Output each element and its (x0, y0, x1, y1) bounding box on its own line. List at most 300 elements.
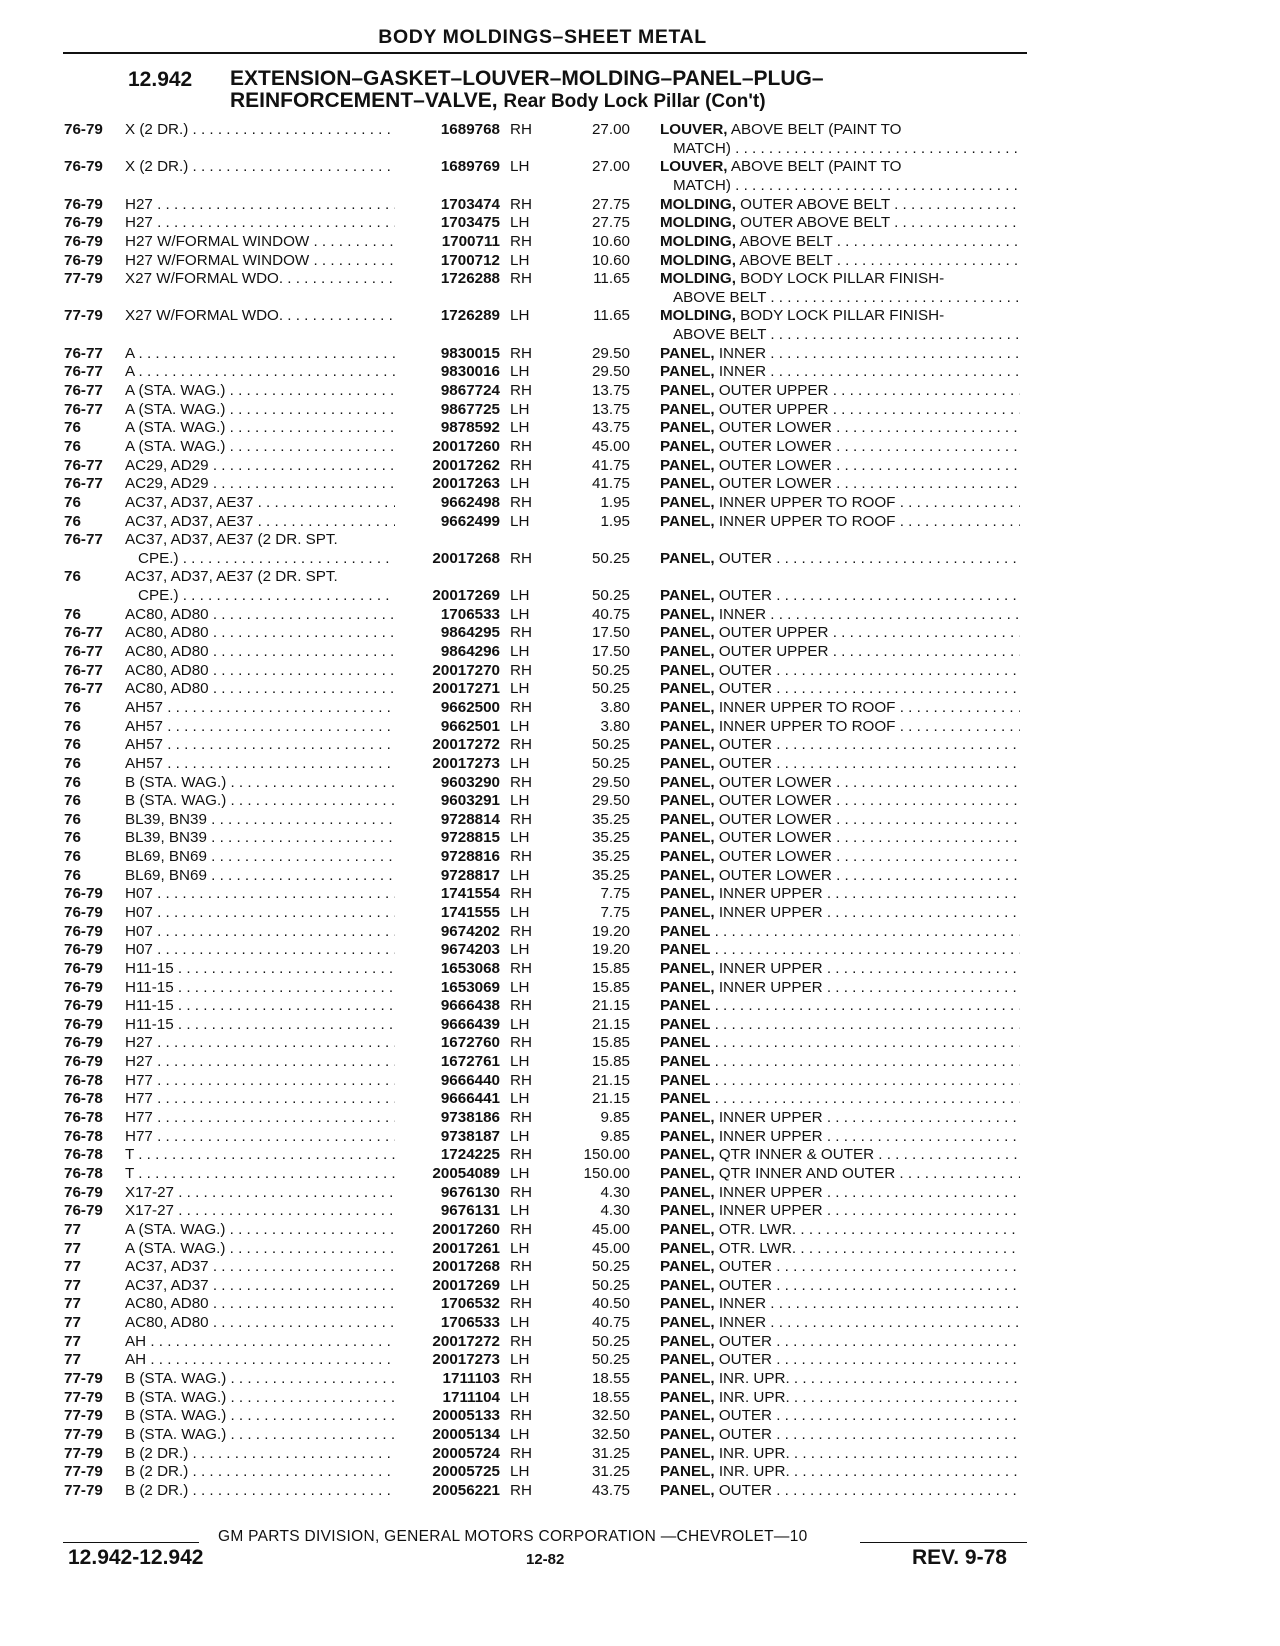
row-price: 31.25 (591, 1444, 630, 1462)
row-year: 76 (64, 810, 81, 828)
row-part-number: 9662501 (440, 717, 500, 735)
row-description-keyword: PANEL, (660, 1127, 715, 1145)
table-row (0, 1426, 1280, 1445)
row-description (660, 1407, 1020, 1426)
row-model: AC37, AD37, AE37 (2 DR. SPT. (125, 568, 338, 586)
row-description (660, 867, 1020, 886)
row-side: RH (510, 810, 532, 828)
row-description-text: OUTER ABOVE BELT (740, 214, 890, 232)
row-model: AC37, AD37 . . . (125, 1258, 395, 1277)
row-side: LH (510, 605, 530, 623)
row-year: 76-79 (64, 1034, 103, 1052)
row-year: 76-79 (64, 1202, 103, 1220)
table-row (0, 736, 1280, 755)
row-description (660, 1333, 1020, 1352)
row-model: B (2 DR.) . . . (125, 1482, 395, 1501)
row-year: 76-79 (64, 941, 103, 959)
row-year: 76 (64, 493, 81, 511)
row-description (660, 307, 1020, 326)
row-year: 76-77 (64, 661, 103, 679)
row-year: 76-78 (64, 1127, 103, 1145)
table-row (0, 1146, 1280, 1165)
row-model: H27 W/FORMAL WINDOW . . . (125, 233, 395, 252)
row-description-text: OUTER (718, 1351, 772, 1369)
table-row (0, 941, 1280, 960)
table-row (0, 382, 1280, 401)
row-year: 76-79 (64, 121, 103, 138)
row-description-text: OUTER LOWER (718, 475, 832, 493)
row-description (660, 1184, 1020, 1203)
row-year: 76 (64, 754, 81, 772)
row-description (660, 736, 1020, 755)
row-part-number: 9738187 (440, 1127, 500, 1145)
row-part-number: 9662499 (440, 512, 500, 530)
row-price: 29.50 (591, 363, 630, 381)
row-year: 77-79 (64, 1425, 103, 1443)
table-row (0, 1482, 1280, 1501)
row-description-text: OUTER (718, 1481, 772, 1499)
row-side: RH (510, 922, 532, 940)
row-description (660, 718, 1020, 737)
row-description-text: INNER (718, 363, 767, 381)
row-description-continued: MATCH) . . . (673, 140, 1020, 159)
row-description-keyword: PANEL, (660, 1164, 715, 1182)
row-year: 76-79 (64, 1183, 103, 1201)
table-row (0, 960, 1280, 979)
row-year: 76 (64, 829, 81, 847)
row-year: 76-77 (64, 400, 103, 418)
row-description-text: ABOVE BELT (PAINT TO (730, 121, 902, 138)
row-model: H77 . . . (125, 1090, 395, 1109)
row-description-keyword: PANEL, (660, 885, 715, 903)
row-description-text: INNER UPPER (718, 904, 823, 921)
row-description-keyword: LOUVER, (660, 158, 728, 176)
row-description-text: OUTER (718, 1407, 772, 1425)
row-description-keyword: PANEL, (660, 1370, 715, 1388)
row-side: RH (510, 885, 532, 903)
row-model: B (STA. WAG.) . . . (125, 1389, 395, 1408)
row-description-text: INNER (718, 605, 767, 623)
row-description-text: OUTER LOWER (718, 810, 832, 828)
row-model: T . . . (125, 1146, 395, 1165)
row-description-keyword: PANEL, (660, 829, 715, 847)
row-side: LH (510, 475, 530, 493)
row-description (660, 587, 1020, 606)
row-description-text: INNER UPPER TO ROOF (718, 698, 896, 716)
row-description-text: OUTER (718, 1276, 772, 1294)
row-description-text: QTR INNER & OUTER (718, 1146, 875, 1164)
row-side: RH (510, 1370, 532, 1388)
row-price: 3.80 (600, 717, 630, 735)
row-description (660, 904, 1020, 923)
row-price: 41.75 (591, 456, 630, 474)
row-year: 76 (64, 792, 81, 810)
row-description-text: INR. UPR. (718, 1463, 790, 1481)
row-price: 31.25 (591, 1463, 630, 1481)
row-part-number: 20017263 (432, 475, 500, 493)
section-title (230, 68, 824, 113)
row-side: RH (510, 1444, 532, 1462)
row-description (660, 457, 1020, 476)
table-row (0, 811, 1280, 830)
table-row (0, 643, 1280, 662)
row-description-text: INNER UPPER (718, 978, 823, 996)
row-description-keyword: PANEL, (660, 1276, 715, 1294)
row-year: 76-79 (64, 1015, 103, 1033)
row-part-number: 9728814 (440, 810, 500, 828)
row-description-keyword: MOLDING, (660, 270, 736, 288)
row-price: 15.85 (591, 978, 630, 996)
row-description-continued: MATCH) . . . (673, 177, 1020, 196)
row-side: LH (510, 251, 530, 269)
row-description (660, 363, 1020, 382)
row-model: AC37, AD37 . . . (125, 1277, 395, 1296)
row-description-text: ABOVE BELT (PAINT TO (730, 158, 902, 176)
row-description (660, 979, 1020, 998)
row-part-number: 1672760 (440, 1034, 500, 1052)
table-row (0, 233, 1280, 252)
row-description-text: OUTER (718, 1332, 772, 1350)
row-side: LH (510, 1164, 530, 1182)
row-year: 76-77 (64, 382, 103, 400)
row-model: H11-15 . . . (125, 979, 395, 998)
row-year: 76-79 (64, 232, 103, 250)
row-part-number: 9830016 (440, 363, 500, 381)
row-model: B (STA. WAG.) . . . (125, 1370, 395, 1389)
footer-rule-left (63, 1542, 199, 1543)
row-side: RH (510, 624, 532, 642)
parts-table (0, 121, 1280, 1501)
row-side: LH (510, 1314, 530, 1332)
row-year: 76-78 (64, 1146, 103, 1164)
row-part-number: 20017269 (432, 1276, 500, 1294)
table-row (0, 755, 1280, 774)
row-part-number: 9878592 (440, 419, 500, 437)
row-year: 76-79 (64, 195, 103, 213)
row-price: 9.85 (600, 1109, 630, 1127)
row-price: 4.30 (600, 1183, 630, 1201)
row-part-number: 20017261 (432, 1239, 500, 1257)
row-model: AC80, AD80 . . . (125, 624, 395, 643)
row-description (660, 662, 1020, 681)
row-description-keyword: PANEL, (660, 1220, 715, 1238)
row-side: LH (510, 1425, 530, 1443)
row-price: 3.80 (600, 698, 630, 716)
table-row (0, 923, 1280, 942)
row-description (660, 1072, 1020, 1091)
row-description (660, 1295, 1020, 1314)
row-year: 76-79 (64, 158, 103, 176)
row-model: AC37, AD37, AE37 (2 DR. SPT. (125, 531, 338, 549)
row-description-text: OUTER UPPER (718, 624, 829, 642)
row-side: RH (510, 493, 532, 511)
row-description-text: OUTER (718, 1425, 772, 1443)
row-description (660, 550, 1020, 569)
row-description-keyword: PANEL, (660, 1183, 715, 1201)
table-row (0, 1295, 1280, 1314)
row-model: AC80, AD80 . . . (125, 1295, 395, 1314)
row-description-keyword: PANEL, (660, 904, 715, 921)
row-model: H07 . . . (125, 885, 395, 904)
row-description (660, 382, 1020, 401)
row-description-text: OUTER UPPER (718, 400, 829, 418)
row-description (660, 643, 1020, 662)
table-row (0, 1109, 1280, 1128)
row-side: RH (510, 437, 532, 455)
row-side: LH (510, 419, 530, 437)
row-part-number: 1741554 (440, 885, 500, 903)
row-description-keyword: PANEL, (660, 493, 715, 511)
row-side: LH (510, 1463, 530, 1481)
table-row (0, 1277, 1280, 1296)
row-part-number: 1653068 (440, 959, 500, 977)
row-model: BL69, BN69 . . . (125, 848, 395, 867)
row-price: 41.75 (591, 475, 630, 493)
row-part-number: 9666439 (440, 1015, 500, 1033)
table-row (0, 1314, 1280, 1333)
table-row (0, 1128, 1280, 1147)
row-model: AC80, AD80 . . . (125, 662, 395, 681)
table-row (0, 979, 1280, 998)
row-description-keyword: PANEL, (660, 866, 715, 884)
table-row (0, 606, 1280, 625)
row-description (660, 624, 1020, 643)
row-side: RH (510, 456, 532, 474)
row-description-text: OUTER ABOVE BELT (740, 195, 890, 213)
row-model: AC80, AD80 . . . (125, 643, 395, 662)
row-price: 35.25 (591, 866, 630, 884)
section-title-line2 (230, 90, 824, 113)
row-part-number: 20054089 (432, 1164, 500, 1182)
row-description (660, 252, 1020, 271)
row-part-number: 9676131 (440, 1202, 500, 1220)
row-description (660, 1445, 1020, 1464)
row-side: LH (510, 400, 530, 418)
row-description-keyword: PANEL, (660, 1388, 715, 1406)
row-side: LH (510, 1053, 530, 1071)
row-part-number: 1706533 (440, 605, 500, 623)
row-description-keyword: PANEL, (660, 698, 715, 716)
row-description (660, 121, 1020, 140)
row-description (660, 606, 1020, 625)
row-description-text: OUTER LOWER (718, 419, 832, 437)
row-description (660, 1482, 1020, 1501)
row-description-keyword: PANEL, (660, 400, 715, 418)
row-description-keyword: PANEL, (660, 661, 715, 679)
row-description (660, 401, 1020, 420)
row-year: 76-77 (64, 643, 103, 661)
row-description-keyword: PANEL (660, 1015, 711, 1033)
row-part-number: 1726288 (440, 270, 500, 288)
row-description-text: OUTER (718, 661, 772, 679)
row-description (660, 513, 1020, 532)
row-price: 21.15 (591, 1090, 630, 1108)
row-description-text: INNER UPPER TO ROOF (718, 512, 896, 530)
row-part-number: 1703475 (440, 214, 500, 232)
row-price: 32.50 (591, 1407, 630, 1425)
footer-page-number: 12-82 (526, 1551, 565, 1568)
row-part-number: 1711103 (442, 1370, 500, 1388)
row-part-number: 1706532 (440, 1295, 500, 1313)
row-model: X27 W/FORMAL WDO. . . . (125, 270, 395, 289)
row-price: 50.25 (591, 1332, 630, 1350)
table-row (0, 270, 1280, 307)
row-description-text: INNER UPPER (718, 885, 823, 903)
row-year: 77-79 (64, 1444, 103, 1462)
row-model: A (STA. WAG.) . . . (125, 1240, 395, 1259)
row-description-text: OTR. LWR. (718, 1220, 797, 1238)
row-year: 76-78 (64, 1071, 103, 1089)
table-row (0, 568, 1280, 605)
row-year: 77 (64, 1239, 81, 1257)
section-title-line1: EXTENSION–GASKET–LOUVER–MOLDING–PANEL–PLUG– (230, 67, 824, 90)
table-row (0, 457, 1280, 476)
row-description-keyword: PANEL, (660, 344, 715, 362)
row-side: LH (510, 1202, 530, 1220)
page-header-title: BODY MOLDINGS–SHEET METAL (378, 26, 707, 48)
row-side: RH (510, 121, 532, 138)
row-year: 76-78 (64, 1090, 103, 1108)
row-price: 27.75 (591, 195, 630, 213)
row-model: H77 . . . (125, 1109, 395, 1128)
row-description-keyword: PANEL, (660, 475, 715, 493)
table-row (0, 904, 1280, 923)
row-description-keyword: PANEL, (660, 382, 715, 400)
row-side: LH (510, 214, 530, 232)
row-description-keyword: MOLDING, (660, 251, 736, 269)
row-side: RH (510, 195, 532, 213)
row-side: LH (510, 829, 530, 847)
row-description (660, 1370, 1020, 1389)
row-part-number: 20017273 (432, 754, 500, 772)
row-price: 40.50 (591, 1295, 630, 1313)
table-row (0, 1202, 1280, 1221)
row-description-keyword: PANEL, (660, 1407, 715, 1425)
row-description-text: INNER UPPER (718, 1127, 823, 1145)
row-part-number: 1703474 (440, 195, 500, 213)
row-side: RH (510, 382, 532, 400)
row-model: B (STA. WAG.) . . . (125, 1426, 395, 1445)
row-year: 76 (64, 773, 81, 791)
row-description-keyword: PANEL, (660, 605, 715, 623)
row-description-text: OUTER LOWER (718, 437, 832, 455)
row-description (660, 941, 1020, 960)
table-row (0, 1016, 1280, 1035)
row-model: H07 . . . (125, 923, 395, 942)
row-year: 76 (64, 736, 81, 754)
row-price: 15.85 (591, 959, 630, 977)
row-year: 77-79 (64, 1388, 103, 1406)
row-year: 76-77 (64, 680, 103, 698)
row-side: RH (510, 344, 532, 362)
row-description (660, 438, 1020, 457)
row-side: LH (510, 866, 530, 884)
row-description (660, 1016, 1020, 1035)
row-model: A (STA. WAG.) . . . (125, 438, 395, 457)
table-row (0, 699, 1280, 718)
row-price: 18.55 (591, 1370, 630, 1388)
row-year: 76-79 (64, 1053, 103, 1071)
row-model: T . . . (125, 1165, 395, 1184)
table-row (0, 662, 1280, 681)
row-description-keyword: PANEL (660, 1071, 711, 1089)
section-title-line2-rest: Rear Body Lock Pillar (Con't) (503, 91, 766, 112)
row-price: 45.00 (591, 437, 630, 455)
row-model: H11-15 . . . (125, 997, 395, 1016)
row-price: 50.25 (591, 754, 630, 772)
table-row (0, 867, 1280, 886)
table-row (0, 401, 1280, 420)
row-side: RH (510, 1071, 532, 1089)
row-year: 76 (64, 568, 81, 586)
row-description-keyword: PANEL, (660, 1239, 715, 1257)
table-row (0, 1165, 1280, 1184)
row-description-text: OUTER LOWER (718, 792, 832, 810)
row-price: 50.25 (591, 549, 630, 567)
table-row (0, 531, 1280, 568)
row-part-number: 1689768 (440, 121, 500, 138)
row-price: 9.85 (600, 1127, 630, 1145)
row-description-text: OUTER (718, 736, 772, 754)
row-price: 21.15 (591, 1015, 630, 1033)
row-year: 77 (64, 1314, 81, 1332)
row-part-number: 9676130 (440, 1183, 500, 1201)
row-description-text: ABOVE BELT (739, 251, 833, 269)
row-description-continued: ABOVE BELT . . . (673, 326, 1020, 345)
row-year: 76 (64, 437, 81, 455)
row-description-text: INNER UPPER (718, 959, 823, 977)
row-description-text: INNER (718, 1295, 767, 1313)
row-model: H07 . . . (125, 941, 395, 960)
row-description-keyword: PANEL, (660, 680, 715, 698)
table-row (0, 1351, 1280, 1370)
row-price: 13.75 (591, 400, 630, 418)
row-year: 76-79 (64, 922, 103, 940)
row-side: RH (510, 1481, 532, 1499)
row-part-number: 1700711 (441, 232, 500, 250)
row-side: RH (510, 549, 532, 567)
row-year: 76-79 (64, 978, 103, 996)
row-model: BL69, BN69 . . . (125, 867, 395, 886)
row-year: 77-79 (64, 1481, 103, 1499)
row-description-keyword: PANEL, (660, 1258, 715, 1276)
row-description-text: ABOVE BELT (739, 232, 833, 250)
row-description-text: OUTER (718, 1258, 772, 1276)
row-part-number: 9666441 (440, 1090, 500, 1108)
row-description-keyword: PANEL, (660, 1332, 715, 1350)
row-model: AH57 . . . (125, 736, 395, 755)
row-description-keyword: PANEL, (660, 717, 715, 735)
row-year: 76 (64, 419, 81, 437)
row-description-text: OUTER LOWER (718, 848, 832, 866)
footer-section-range: 12.942-12.942 (68, 1546, 204, 1569)
row-part-number: 20017260 (432, 1220, 500, 1238)
table-row (0, 1072, 1280, 1091)
row-year: 77 (64, 1276, 81, 1294)
row-description-keyword: PANEL, (660, 1146, 715, 1164)
row-description-keyword: MOLDING, (660, 214, 736, 232)
row-year: 76-79 (64, 214, 103, 232)
table-row (0, 1389, 1280, 1408)
row-price: 50.25 (591, 1351, 630, 1369)
table-row (0, 419, 1280, 438)
row-price: 35.25 (591, 829, 630, 847)
row-description-text: INNER UPPER (718, 1202, 823, 1220)
table-row (0, 1034, 1280, 1053)
row-description (660, 1221, 1020, 1240)
row-year: 76-78 (64, 1164, 103, 1182)
row-part-number: 1711104 (442, 1388, 500, 1406)
